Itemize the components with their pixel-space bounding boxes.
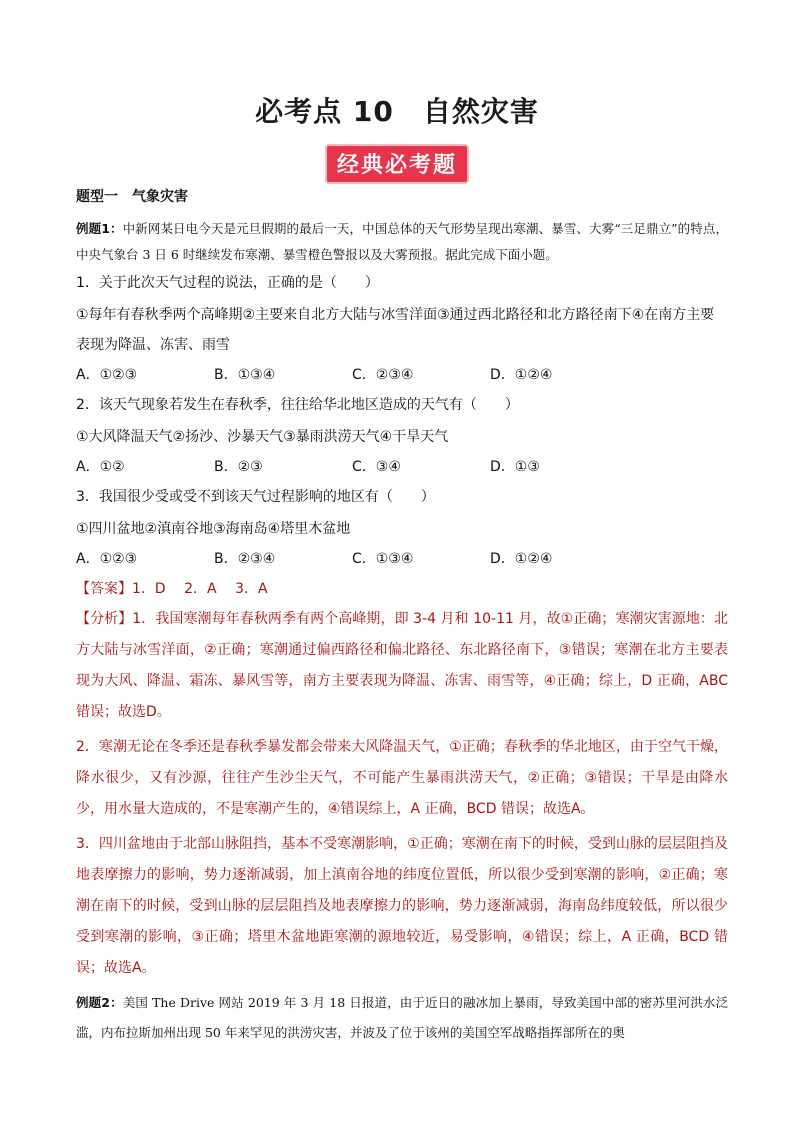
example1-intro xyxy=(76,216,728,268)
question-3-stem: 3．我国很少受或受不到该天气过程影响的地区有（ ） xyxy=(76,489,435,505)
option-a: A．①②③ xyxy=(76,367,138,383)
classic-questions-badge: 经典必考题 xyxy=(327,146,467,182)
option-c: C．②③④ xyxy=(352,367,414,383)
option-d: D．①②④ xyxy=(490,551,553,567)
example2-label: 例题2： xyxy=(76,995,123,1010)
question-1-options xyxy=(76,362,728,388)
analysis-paragraph-2: 2．寒潮无论在冬季还是春秋季暴发都会带来大风降温天气，①正确；春秋季的华北地区，由于空气干燥，降水很少，又有沙源，往往产生沙尘天气，不可能产生暴雨洪涝天气，②正确；③错误；干旱是由降水少，用水量大造成的，不是寒潮产生的，④错误综上，A 正确，BCD 错误；故选A。 xyxy=(76,739,728,817)
question-1-stem: 1．关于此次天气过程的说法，正确的是（ ） xyxy=(76,275,379,291)
analysis-paragraph-1: 【分析】1．我国寒潮每年春秋两季有两个高峰期，即 3-4 月和 10-11 月，故①正确；寒潮灾害源地：北方大陆与冰雪洋面，②正确；寒潮通过偏西路径和偏北路径、东北路径南下，③错误；寒潮在北方主要表现为大风、降温、霜冻、暴风雪等，南方主要表现为降温、冻害、雨雪等，④正确；综上，D 正确，ABC 错误；故选D。 xyxy=(76,611,728,720)
option-b: B．②③④ xyxy=(214,551,276,567)
example2-intro xyxy=(76,988,728,1048)
option-c: C．①③④ xyxy=(352,551,414,567)
question-3-statements: ①四川盆地②滇南谷地③海南岛④塔里木盆地 xyxy=(76,521,351,537)
option-b: B．①③④ xyxy=(214,367,276,383)
main-content xyxy=(76,182,728,1048)
option-d: D．①②④ xyxy=(490,367,553,383)
option-d: D．①③ xyxy=(490,459,540,475)
section-heading: 题型一 气象灾害 xyxy=(76,189,188,205)
example1-label: 例题1： xyxy=(76,221,123,236)
example1-text: 中新网某日电今天是元旦假期的最后一天，中国总体的天气形势呈现出寒潮、暴雪、大雾“三足鼎立”的特点，中央气象台 3 日 6 时继续发布寒潮、暴雪橙色警报以及大雾预报。据此完成下面小题。 xyxy=(76,221,728,262)
option-a: A．①② xyxy=(76,459,125,475)
option-a: A．①②③ xyxy=(76,551,138,567)
question-2-statements: ①大风降温天气②扬沙、沙暴天气③暴雨洪涝天气④干旱天气 xyxy=(76,429,449,445)
option-c: C．③④ xyxy=(352,459,401,475)
question-2-options xyxy=(76,454,728,480)
example2-text: 美国 The Drive 网站 2019 年 3 月 18 日报道，由于近日的融冰加上暴雨，导致美国中部的密苏里河洪水泛滥，内布拉斯加州出现 50 年来罕见的洪涝灾害，并波及了位于该州的美国空军战略指挥部所在的奥 xyxy=(76,995,728,1040)
analysis-paragraph-3: 3．四川盆地由于北部山脉阻挡，基本不受寒潮影响，①正确；寒潮在南下的时候，受到山脉的层层阻挡及地表摩擦力的影响，势力逐渐减弱，加上滇南谷地的纬度位置低，所以很少受到寒潮的影响，②正确；寒潮在南下的时候，受到山脉的层层阻挡及地表摩擦力的影响，势力逐渐减弱，海南岛纬度较低，所以很少受到寒潮的影响，③正确；塔里木盆地距寒潮的源地较近，易受影响，④错误；综上，A 正确，BCD 错误；故选A。 xyxy=(76,836,728,976)
page-title: 必考点 10 自然灾害 xyxy=(255,95,539,128)
option-b: B．②③ xyxy=(214,459,263,475)
question-2-stem: 2．该天气现象若发生在春秋季，往往给华北地区造成的天气有（ ） xyxy=(76,397,519,413)
question-1-statements: ①每年有春秋季两个高峰期②主要来自北方大陆与冰雪洋面③通过西北路径和北方路径南下④在南方主要表现为降温、冻害、雨雪 xyxy=(76,307,715,353)
question-3-options xyxy=(76,546,728,572)
badge-container xyxy=(0,146,794,182)
answer-key: 【答案】1．D 2．A 3．A xyxy=(76,581,268,597)
